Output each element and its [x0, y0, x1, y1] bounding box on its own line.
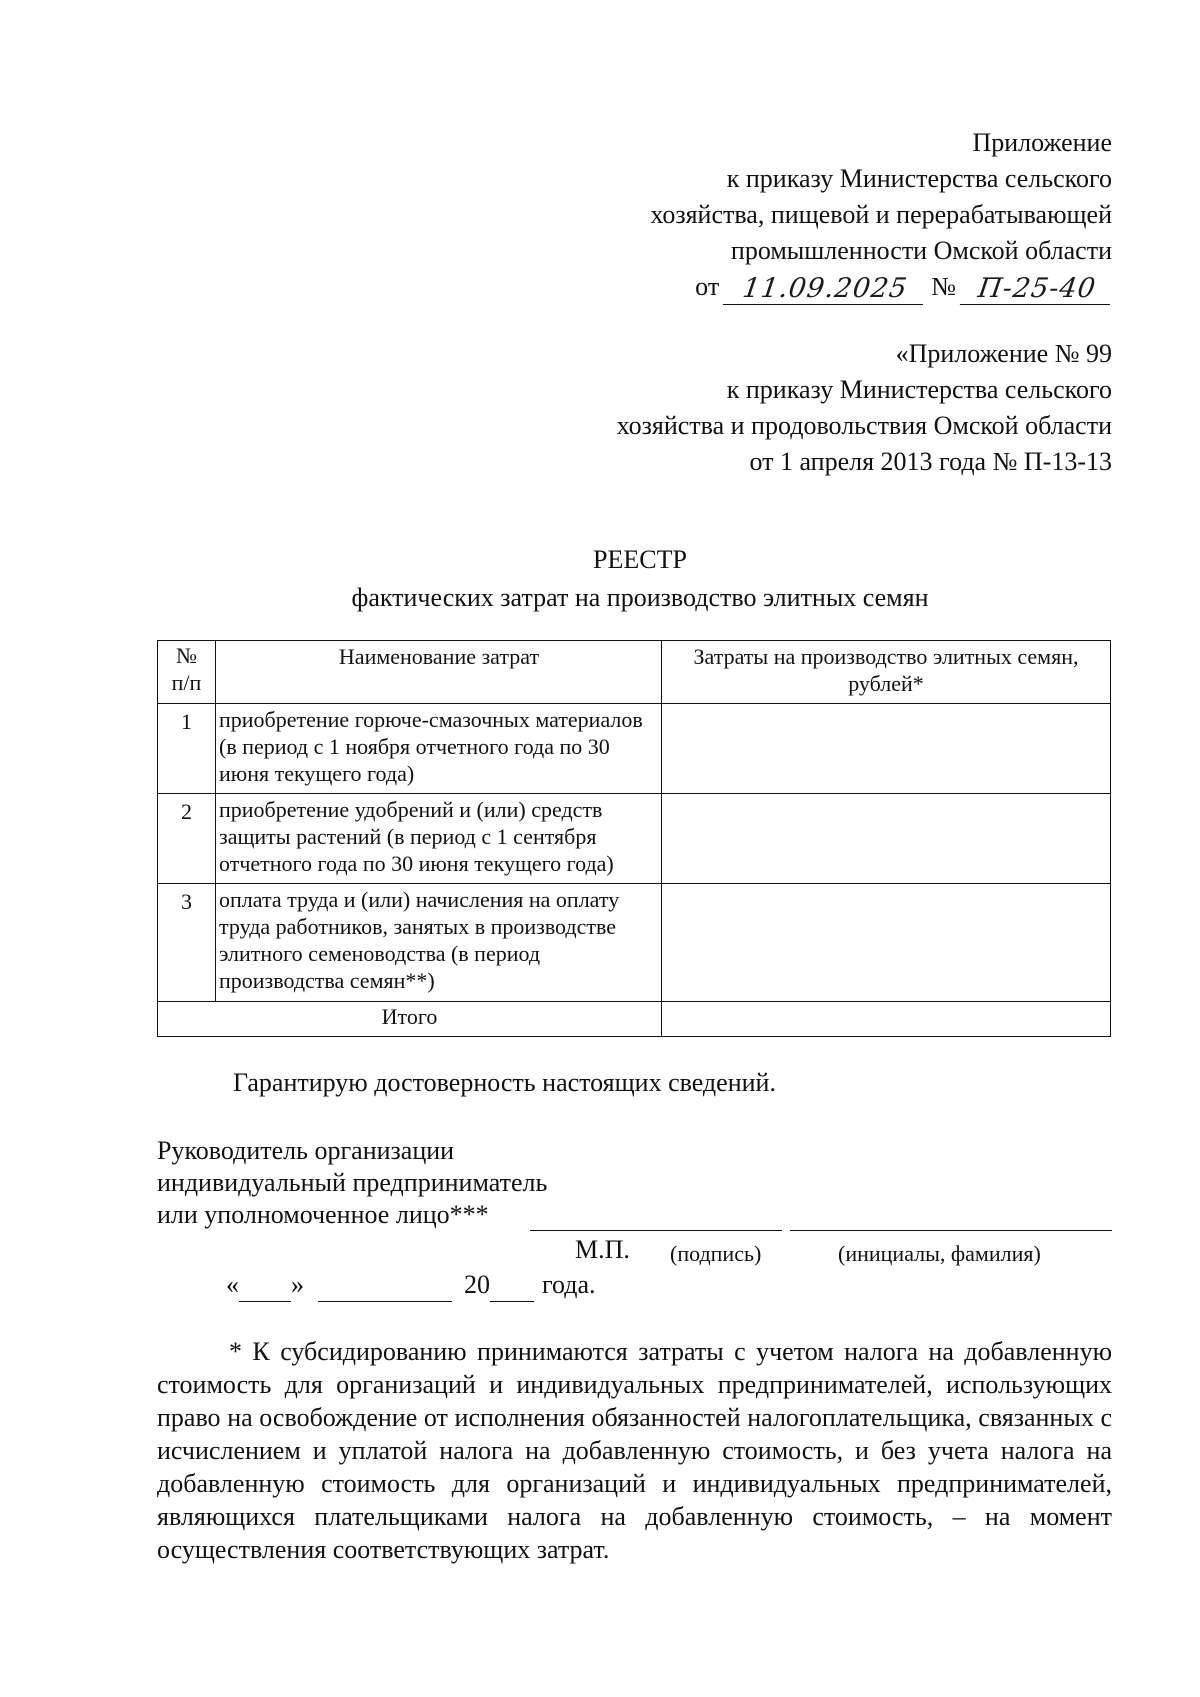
handwritten-date: 11.09.2025 — [723, 274, 927, 305]
table-row — [158, 794, 1111, 884]
document-title — [0, 541, 1200, 617]
row-cost — [662, 704, 1111, 794]
signer-line-1: Руководитель организации — [157, 1136, 455, 1165]
from-label: от — [695, 272, 720, 301]
open-quote: « — [226, 1270, 239, 1299]
number-label: № — [931, 272, 956, 301]
approval-header — [650, 125, 1112, 305]
approval-order-line — [650, 269, 1112, 305]
signer-block — [157, 1135, 547, 1231]
total-value — [662, 1002, 1111, 1037]
approval-line-2: к приказу Министерства сельского — [726, 164, 1112, 193]
approval-title: Приложение — [972, 128, 1112, 157]
day-blank — [239, 1277, 291, 1302]
signature-caption: (подпись) — [670, 1241, 762, 1266]
footnote-vat: * К субсидированию принимаются затраты с учетом налога на добавленную стоимость для организаций и индивидуальных предпринимателей, использующих право на освобождение от исполнения обязанностей налогоплательщика, связанных с исчислением и уплатой налога на добавленную стоимость, и без учета налога на добавленную стоимость для организаций и индивидуальных предпринимателей, являющихся плательщиками налога на добавленную стоимость, – на момент осуществления соответствующих затрат. — [157, 1337, 1112, 1564]
approval-line-3: хозяйства, пищевой и перерабатывающей — [650, 200, 1112, 229]
header-cost: Затраты на производство элитных семян, рублей* — [662, 641, 1111, 704]
seal-label: М.П. — [575, 1235, 630, 1264]
header-name: Наименование затрат — [216, 641, 662, 704]
year-blank — [490, 1277, 534, 1302]
close-quote: » — [291, 1270, 304, 1299]
name-caption: (инициалы, фамилия) — [838, 1241, 1041, 1266]
original-order-header — [617, 336, 1112, 480]
total-row — [158, 1002, 1111, 1037]
row-name: приобретение удобрений и (или) средств защиты растений (в период с 1 сентября отчетного года по 30 июня текущего года) — [216, 794, 662, 884]
header-num: № п/п — [158, 641, 216, 704]
handwritten-order-number: П-25-40 — [960, 274, 1114, 305]
original-line-3: хозяйства и продовольствия Омской области — [616, 411, 1112, 440]
signer-line-2: индивидуальный предприниматель — [157, 1168, 548, 1197]
name-line — [790, 1230, 1112, 1231]
year-suffix: года. — [542, 1270, 596, 1299]
row-cost — [662, 884, 1111, 1002]
date-row — [226, 1268, 596, 1302]
row-name: приобретение горюче-смазочных материалов (в период с 1 ноября отчетного года по 30 июня текущего года) — [216, 704, 662, 794]
total-label: Итого — [158, 1002, 662, 1037]
row-num: 2 — [158, 794, 216, 884]
row-num: 1 — [158, 704, 216, 794]
signer-line-3: или уполномоченное лицо*** — [157, 1200, 489, 1229]
month-blank — [318, 1277, 452, 1302]
original-line-2: к приказу Министерства сельского — [726, 375, 1112, 404]
row-cost — [662, 794, 1111, 884]
title-subtitle: фактических затрат на производство элитных семян — [351, 583, 929, 612]
row-name: оплата труда и (или) начисления на оплату труда работников, занятых в производстве элитного семеноводства (в период производства семян**) — [216, 884, 662, 1002]
century-label: 20 — [464, 1270, 490, 1299]
approval-line-4: промышленности Омской области — [730, 236, 1112, 265]
table-row — [158, 884, 1111, 1002]
costs-table — [157, 640, 1111, 1037]
signature-line — [530, 1230, 782, 1231]
row-num: 3 — [158, 884, 216, 1002]
table-row — [158, 704, 1111, 794]
table-header-row — [158, 641, 1111, 704]
original-line-1: «Приложение № 99 — [895, 339, 1112, 368]
title-main: РЕЕСТР — [593, 545, 687, 574]
original-line-4: от 1 апреля 2013 года № П-13-13 — [749, 447, 1112, 476]
guarantee-statement: Гарантирую достоверность настоящих сведений. — [233, 1068, 776, 1097]
